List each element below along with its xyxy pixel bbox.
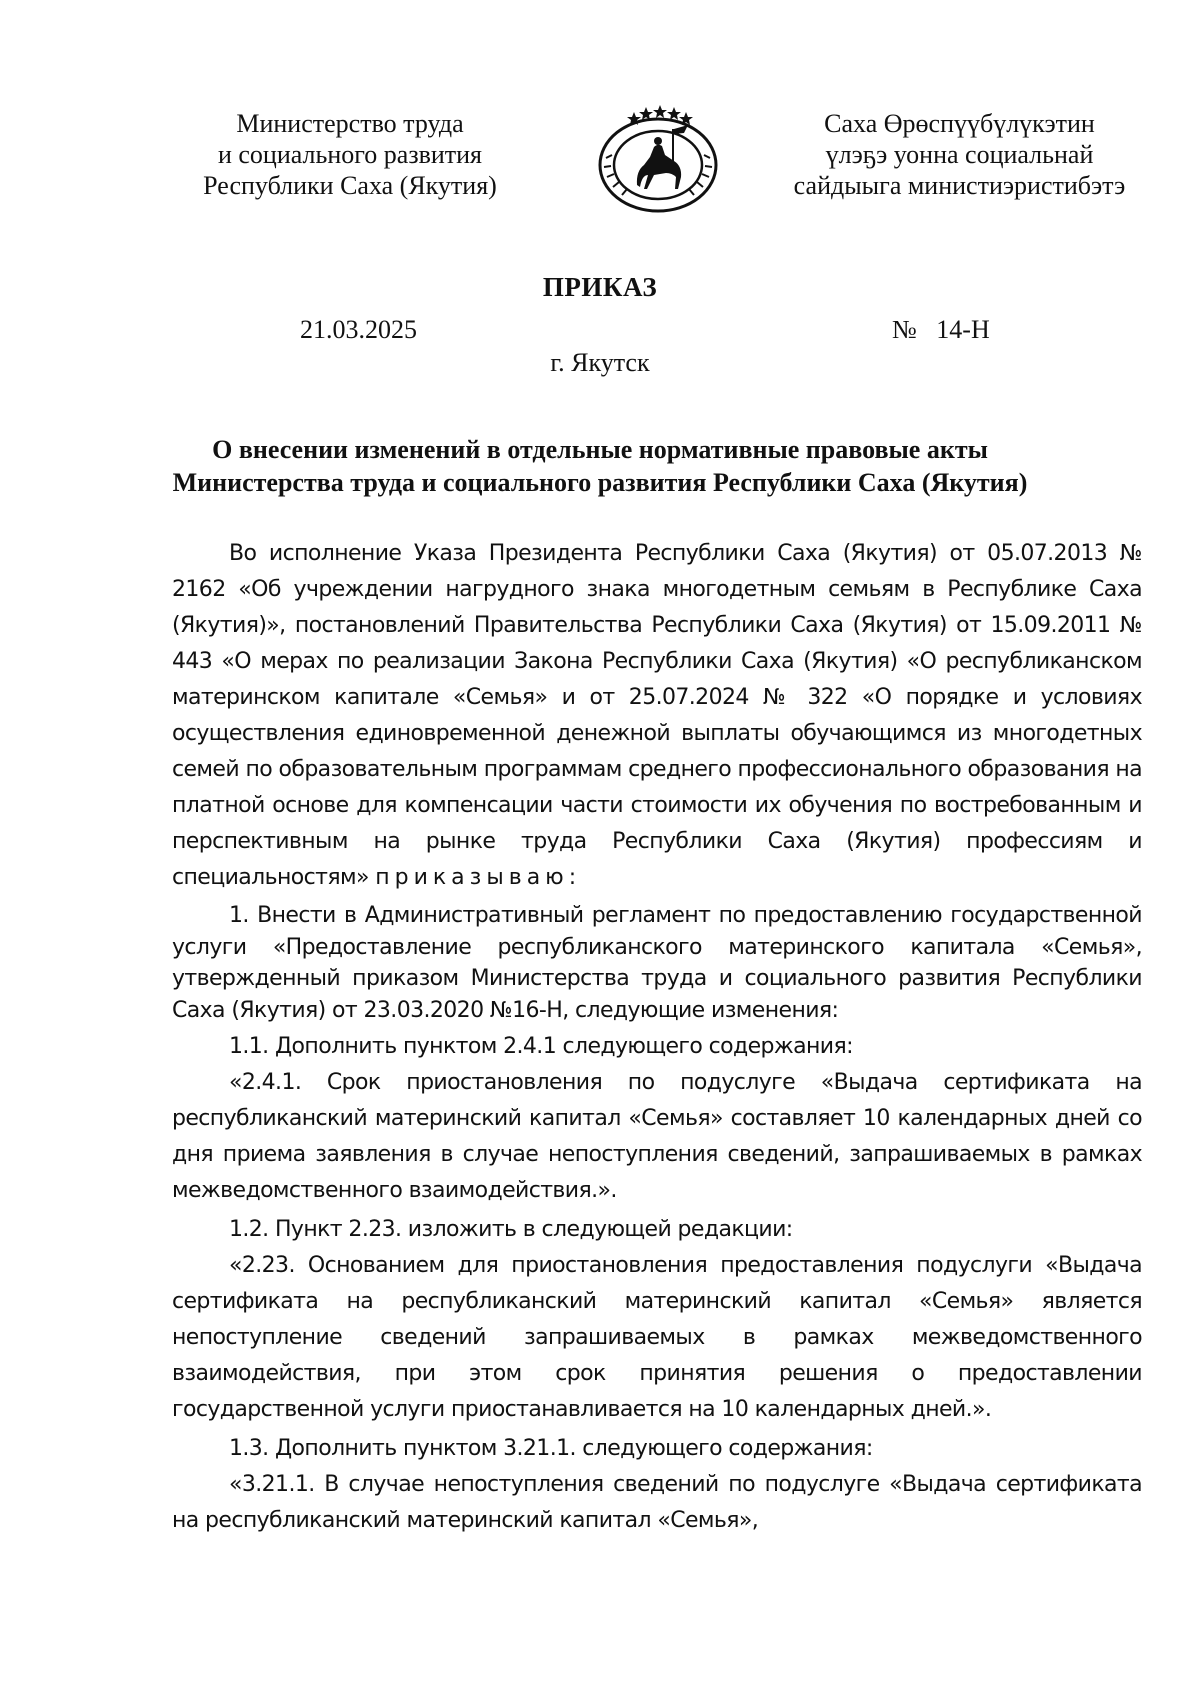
ministry-name-line: Министерство труда	[236, 109, 464, 138]
preamble-paragraph	[172, 536, 1142, 896]
ministry-name-line: сайдыыга министиэристибэтэ	[793, 171, 1126, 200]
item-1-3-heading: 1.3. Дополнить пунктом 3.21.1. следующего содержания:	[229, 1436, 873, 1461]
document-title-line: Министерства труда и социального развития Республики Саха (Якутия)	[172, 468, 1028, 497]
item-1-1-text: «2.4.1. Срок приостановления по подуслуге «Выдача сертификата на республиканский материнский капитал «Семья» составляет 10 календарных дней со дня приема заявления в случае непоступления сведений, запрашиваемых в рамках межведомственного взаимодействия.».	[172, 1070, 1142, 1203]
item-1-2-heading: 1.2. Пункт 2.23. изложить в следующей редакции:	[229, 1217, 793, 1242]
item-1-3-text: «3.21.1. В случае непоступления сведений по подуслуге «Выдача сертификата на республиканский материнский капитал «Семья»,	[172, 1472, 1142, 1533]
ministry-name-line: Саха Өрөспүүбүлүкэтин	[824, 109, 1095, 138]
ministry-name-line: и социального развития	[217, 140, 483, 169]
sakha-republic-emblem-icon	[592, 103, 724, 215]
item-1-paragraph: 1. Внести в Административный регламент по предоставлению государственной услуги «Предоставление республиканского материнского капитала «Семья», утвержденный приказом Министерства труда и социального развития Республики Саха (Якутия) от 23.03.2020 №16-Н, следующие изменения:	[172, 903, 1142, 1023]
ministry-name-line: Республики Саха (Якутия)	[203, 171, 497, 200]
item-1-1-heading: 1.1. Дополнить пунктом 2.4.1 следующего содержания:	[229, 1034, 853, 1059]
ministry-name-line: үлэҕэ уонна социальнай	[825, 140, 1094, 169]
order-word: приказываю:	[375, 865, 582, 890]
ministry-name-yakut	[772, 108, 1147, 201]
document-type: ПРИКАЗ	[542, 272, 658, 302]
ministry-name-russian	[185, 108, 515, 201]
preamble-text: Во исполнение Указа Президента Республики Саха (Якутия) от 05.07.2013 № 2162 «Об учреждении нагрудного знака многодетным семьям в Республике Саха (Якутия)», постановлений Правительства Республики Саха (Якутия) от 15.09.2011 № 443 «О мерах по реализации Закона Республики Саха (Якутия) «О республиканском материнском капитале «Семья» и от 25.07.2024 № 322 «О порядке и условиях осуществления единовременной денежной выплаты обучающимся из многодетных семей по образовательным программам среднего профессионального образования на платной основе для компенсации части стоимости их обучения по востребованным и перспективным на рынке труда Республики Саха (Якутия) профессиям и специальностям»	[172, 541, 1143, 890]
document-title-line: О внесении изменений в отдельные нормативные правовые акты	[212, 435, 988, 464]
document-city: г. Якутск	[550, 348, 650, 377]
document-title	[150, 433, 1050, 499]
document-body	[172, 536, 1142, 1539]
item-1-2-text: «2.23. Основанием для приостановления предоставления подуслуги «Выдача сертификата на республиканский материнский капитал «Семья» является непоступление сведений запрашиваемых в рамках межведомственного взаимодействия, при этом срок принятия решения о предоставлении государственной услуги приостанавливается на 10 календарных дней.».	[172, 1253, 1142, 1422]
document-number: № 14-Н	[892, 315, 990, 344]
document-date: 21.03.2025	[300, 315, 417, 344]
